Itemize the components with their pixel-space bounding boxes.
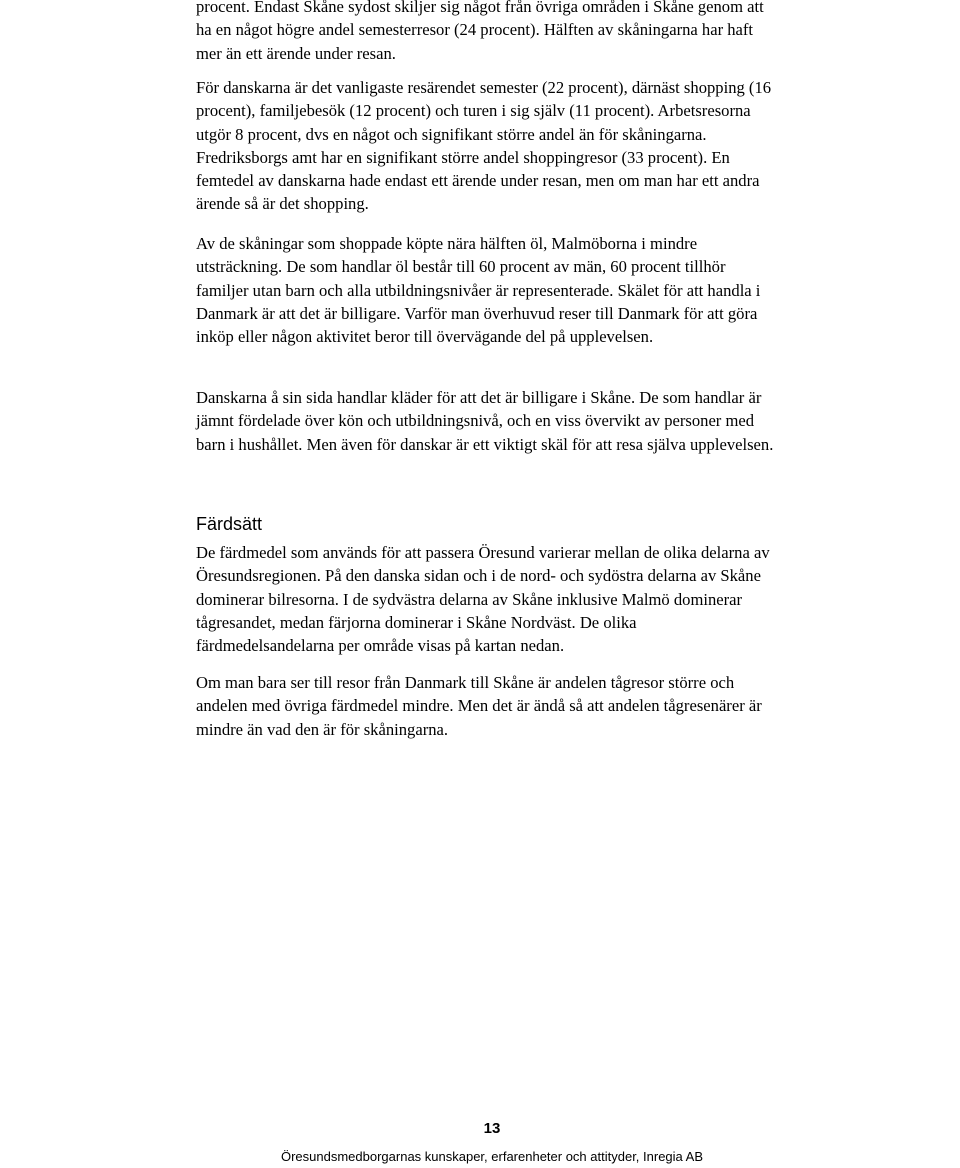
paragraph-tagresor: Om man bara ser till resor från Danmark till Skåne är andelen tågresor större och andelen med övriga färdmedel mindre. Men det är ändå så att andelen tågresenärer är mindre än vad den är för skåningarna. (196, 673, 762, 739)
page-footer: Öresundsmedborgarnas kunskaper, erfarenheter och attityder, Inregia AB (280, 1149, 704, 1164)
paragraph-danskarna-klader: Danskarna å sin sida handlar kläder för att det är billigare i Skåne. De som handlar är jämnt fördelade över kön och utbildningsnivå, och en viss övervikt av personer med barn i hushållet. Men även för danskar är ett viktigt skäl för att resa själva upplevelsen. (196, 388, 774, 454)
section-heading-fardsatt: Färdsätt (196, 514, 263, 534)
page-number: 13 (483, 1120, 501, 1137)
paragraph-danskarna-resarende: För danskarna är det vanligaste resärendet semester (22 procent), därnäst shopping (16 procent), familjebesök (12 procent) och turen i sig själv (11 procent). Arbetsresorna utgör 8 procent, dvs en något och signifikant större andel än för skåningarna. Fredriksborgs amt har en signifikant större andel shoppingresor (33 procent). En femtedel av danskarna hade endast ett ärende under resan, men om man har ett andra ärende så är det shopping. (196, 78, 772, 214)
paragraph-fardmedel: De färdmedel som används för att passera Öresund varierar mellan de olika delarna av Öresundsregionen. På den danska sidan och i de nord- och sydöstra delarna av Skåne dominerar bilresorna. I de sydvästra delarna av Skåne inklusive Malmö dominerar tågresandet, medan färjorna dominerar i Skåne Nordväst. De olika färdmedelsandelarna per område visas på kartan nedan. (196, 543, 770, 656)
paragraph-skaningar-shopping: Av de skåningar som shoppade köpte nära hälften öl, Malmöborna i mindre utsträckning. De som handlar öl består till 60 procent av män, 60 procent tillhör familjer utan barn och alla utbildningsnivåer är representerade. Skälet för att handla i Danmark är att det är billigare. Varför man överhuvud reser till Danmark för att göra inköp eller någon aktivitet beror till övervägande del på upplevelsen. (196, 234, 761, 347)
paragraph-semester-skane: procent. Endast Skåne sydost skiljer sig något från övriga områden i Skåne genom att ha en något högre andel semesterresor (24 procent). Hälften av skåningarna har haft mer än ett ärende under resan. (196, 0, 764, 63)
